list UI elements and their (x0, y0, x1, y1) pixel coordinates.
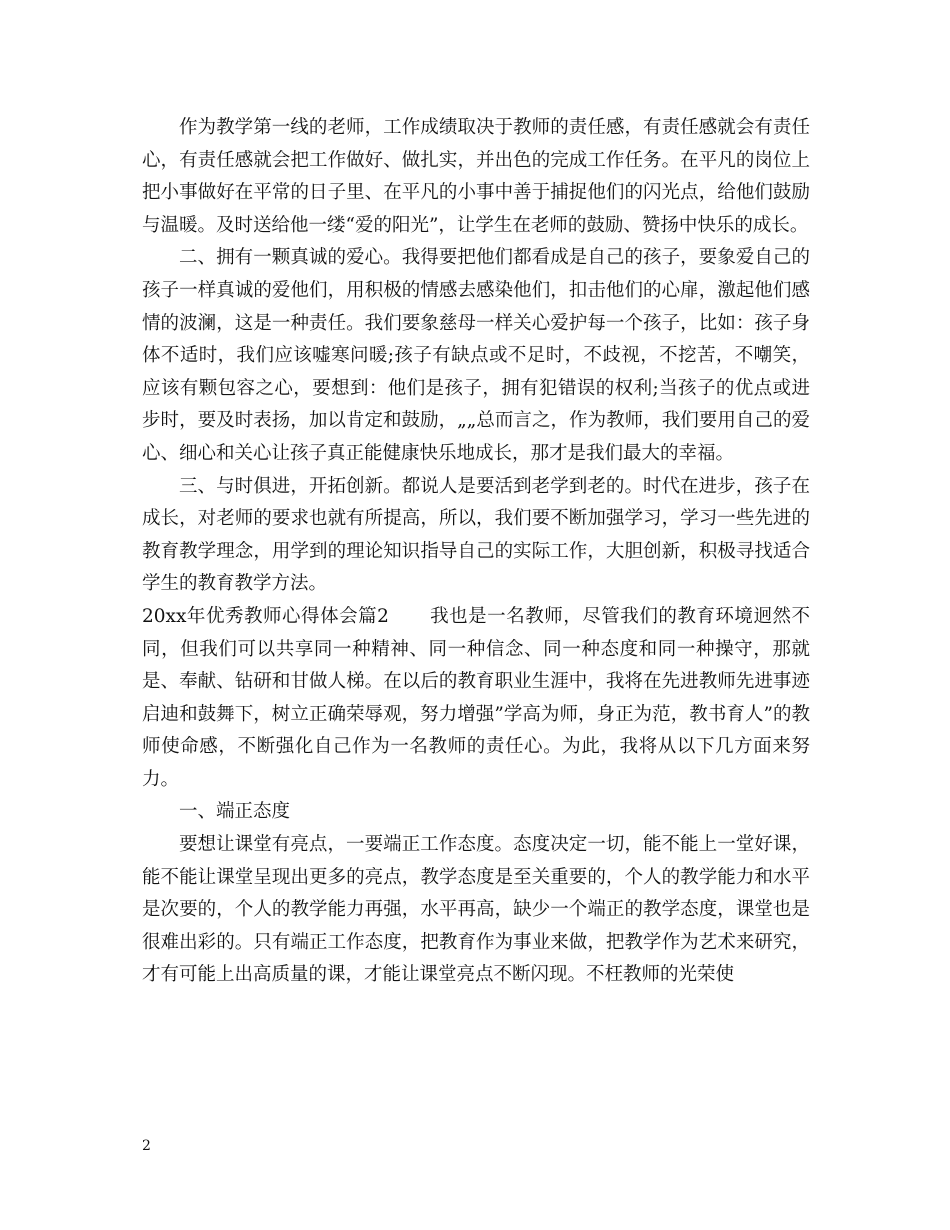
paragraph-attitude: 要想让课堂有亮点，一要端正工作态度。态度决定一切，能不能上一堂好课，能不能让课堂呈现出更多的亮点，教学态度是至关重要的，个人的教学能力和水平是次要的，个人的教学能力再强，水平再高，缺少一个端正的教学态度，课堂也是很难出彩的。只有端正工作态度，把教育作为事业来做，把教学作为艺术来研究，才有可能上出高质量的课，才能让课堂亮点不断闪现。不枉教师的光荣使 (142, 834, 810, 986)
paragraph-dedication: 我也是一名教师，尽管我们的教育环境迥然不同，但我们可以共享同一种精神、同一种信念、同一种态度和同一种操守，那就是、奉献、钻研和甘做人梯。在以后的教育职业生涯中，我将在先进教师先进事迹启迪和鼓舞下，树立正确荣辱观，努力增强”学高为师，身正为范，教书育人”的教师使命感，不断强化自己作为一名教师的责任心。为此，我将从以下几方面来努力。 (142, 605, 810, 790)
section-title: 20xx年优秀教师心得体会篇2 (142, 605, 389, 627)
document-body (142, 112, 810, 992)
section-title-paragraph (142, 601, 810, 797)
paragraph-responsibility: 作为教学第一线的老师，工作成绩取决于教师的责任感，有责任感就会有责任心，有责任感就会把工作做好、做扎实，并出色的完成工作任务。在平凡的岗位上把小事做好在平常的日子里、在平凡的小事中善于捕捉他们的闪光点，给他们鼓励与温暖。及时送给他一缕“爱的阳光”，让学生在老师的鼓励、赞扬中快乐的成长。 (142, 117, 810, 236)
heading-attitude: 一、端正态度 (179, 801, 291, 823)
page-number: 2 (142, 1138, 151, 1154)
paragraph-innovation: 三、与时俱进，开拓创新。都说人是要活到老学到老的。时代在进步，孩子在成长，对老师的要求也就有所提高，所以，我们要不断加强学习，学习一些先进的教育教学理念，用学到的理论知识指导自己的实际工作，大胆创新，积极寻找适合学生的教育教学方法。 (142, 475, 810, 595)
paragraph-love: 二、拥有一颗真诚的爱心。我得要把他们都看成是自己的孩子，要象爱自己的孩子一样真诚的爱他们，用积极的情感去感染他们，扣击他们的心扉，激起他们感情的波澜，这是一种责任。我们要象慈母一样关心爱护每一个孩子，比如：孩子身体不适时，我们应该嘘寒问暖;孩子有缺点或不足时，不歧视，不挖苦，不嘲笑，应该有颗包容之心，要想到：他们是孩子，拥有犯错误的权利;当孩子的优点或进步时，要及时表扬，加以肯定和鼓励，„„总而言之，作为教师，我们要用自己的爱心、细心和关心让孩子真正能健康快乐地成长，那才是我们最大的幸福。 (142, 247, 810, 464)
